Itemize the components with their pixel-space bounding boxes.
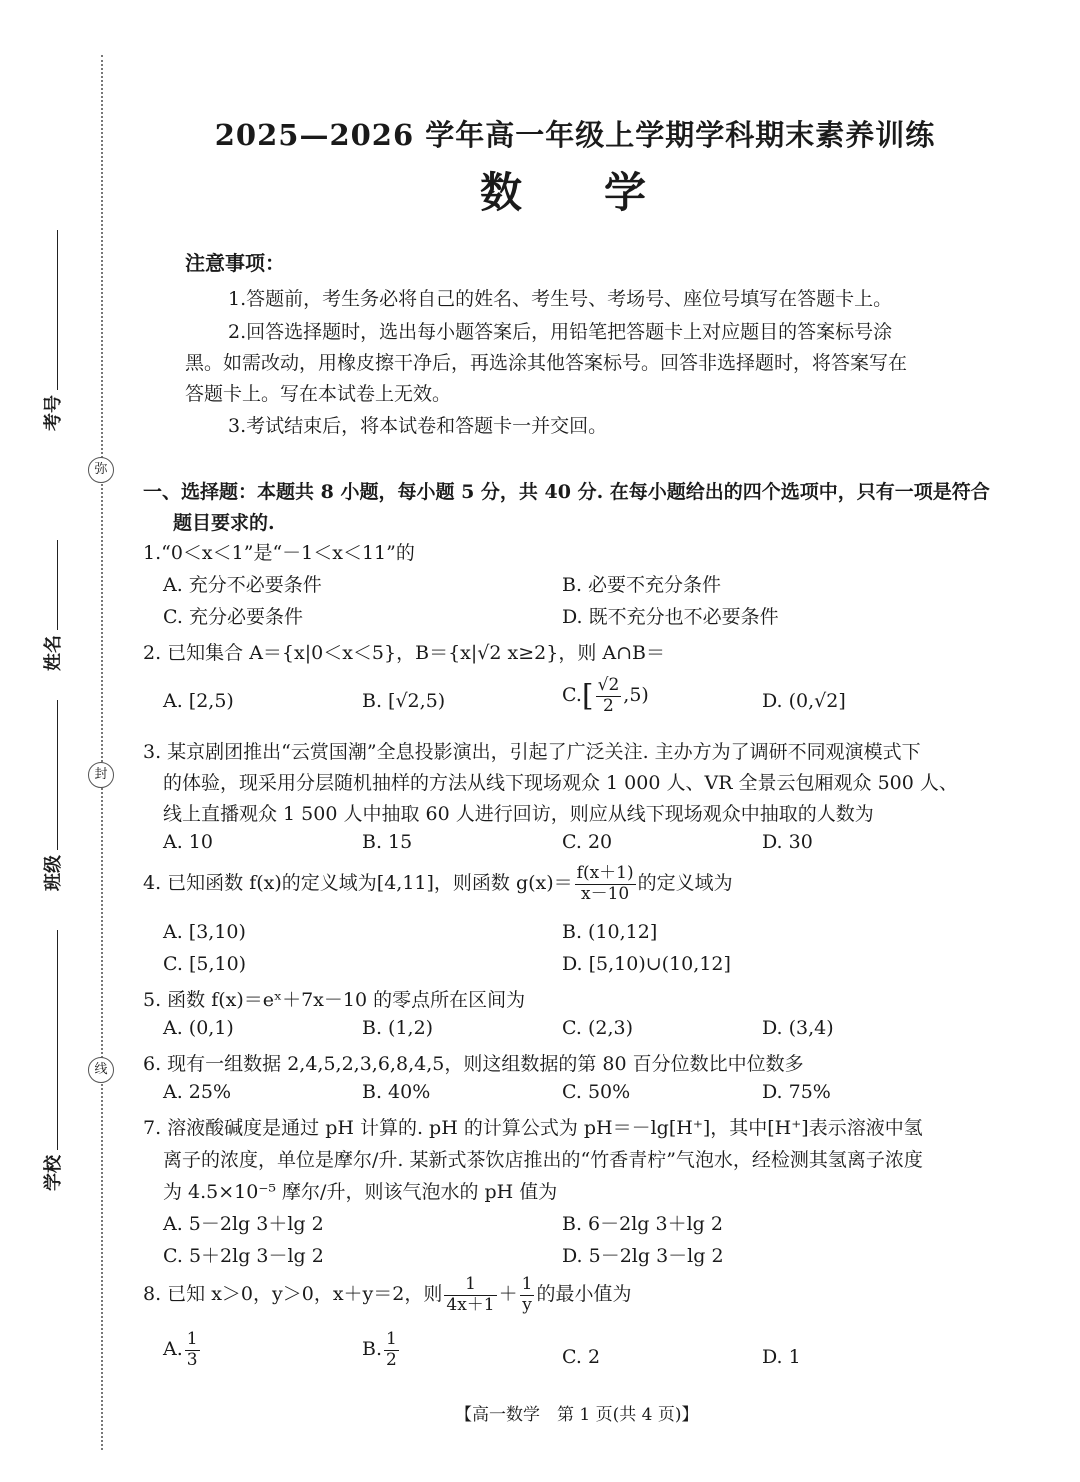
notice-item: 2.回答选择题时，选出每小题答案后，用铅笔把答题卡上对应题目的答案标号涂 [228,321,893,343]
binding-dotted-line [101,55,103,1450]
question-1-option-c: C. 充分必要条件 [163,606,303,628]
fraction-denominator: y [522,1294,532,1315]
class-label: 班级 [43,855,64,891]
question-5-option-d: D. (3,4) [762,1017,834,1039]
fraction-numerator: 1 [444,1275,496,1296]
section-heading: 一、选择题：本题共 8 小题，每小题 5 分，共 40 分. 在每小题给出的四个选项中，只有一项是符合 [143,481,990,503]
seal-char-mi: 弥 [88,457,114,483]
question-4-option-d: D. [5,10)∪(10,12] [562,953,731,975]
option-c-prefix: C. [562,684,582,707]
fraction [596,676,622,716]
question-8-option-b [362,1330,401,1370]
question-7-line: 为 4.5×10⁻⁵ 摩尔/升，则该气泡水的 pH 值为 [163,1181,558,1203]
option-prefix: A. [163,1338,183,1361]
fraction-numerator: √2 [597,675,620,695]
question-3-line: 的体验，现采用分层随机抽样的方法从线下现场观众 1 000 人、VR 全景云包厢观众 500 人、 [163,772,958,794]
question-7-line: 7. 溶液酸碱度是通过 pH 计算的. pH 的计算公式为 pH＝－lg[H⁺]，其中[H⁺]表示溶液中氢 [143,1117,923,1139]
question-6-option-c: C. 50% [562,1081,631,1103]
question-3-option-a: A. 10 [163,831,213,853]
fraction-denominator: x－10 [581,883,630,904]
question-6-option-d: D. 75% [762,1081,831,1103]
fraction [575,864,636,904]
fraction [444,1275,496,1315]
question-7-option-a: A. 5－2lg 3＋lg 2 [163,1213,324,1235]
question-3-option-c: C. 20 [562,831,613,853]
left-bracket: [ [581,678,594,714]
question-1-option-d: D. 既不充分也不必要条件 [562,606,779,628]
question-2-option-d: D. (0,√2] [762,690,846,712]
question-1-option-b: B. 必要不充分条件 [562,574,722,596]
question-3-option-d: D. 30 [762,831,813,853]
question-7-option-c: C. 5＋2lg 3－lg 2 [163,1245,324,1267]
question-4-option-b: B. (10,12] [562,921,658,943]
question-3-line: 3. 某京剧团推出“云赏国潮”全息投影演出，引起了广泛关注. 主办方为了调研不同观演模式下 [143,741,921,763]
question-8-stem-post: 的最小值为 [536,1283,632,1306]
notice-heading: 注意事项： [185,251,285,275]
notice-item: 3.考试结束后，将本试卷和答题卡一并交回。 [228,415,608,437]
page-footer: 【高一数学 第 1 页(共 4 页)】 [455,1405,699,1425]
question-7-option-d: D. 5－2lg 3－lg 2 [562,1245,724,1267]
fraction-numerator: 1 [386,1329,397,1349]
question-8-option-d: D. 1 [762,1346,801,1368]
seal-char-feng: 封 [88,762,114,788]
question-2-stem: 2. 已知集合 A＝{x|0＜x＜5}，B＝{x|√2 x≥2}，则 A∩B＝ [143,642,665,664]
notice-item: 黑。如需改动，用橡皮擦干净后，再选涂其他答案标号。回答非选择题时，将答案写在 [185,352,908,374]
option-c-suffix: ,5) [623,684,649,707]
fraction-numerator: 1 [186,1329,198,1349]
question-8-stem [143,1275,631,1315]
question-7-line: 离子的浓度，单位是摩尔/升. 某新式茶饮店推出的“竹香青柠”气泡水，经检测其氢离子浓度 [163,1149,923,1171]
question-1-stem: 1.“0＜x＜1”是“－1＜x＜11”的 [143,542,415,564]
question-4-stem-post: 的定义域为 [637,872,733,895]
subject-title: 数学 [480,168,729,217]
school-underline [57,930,58,1150]
fraction [185,1330,200,1370]
question-3-line: 线上直播观众 1 500 人中抽取 60 人进行回访，则应从线下现场观众中抽取的人数为 [163,803,874,825]
question-5-option-b: B. (1,2) [362,1017,434,1039]
question-6-option-b: B. 40% [362,1081,431,1103]
fraction-numerator: f(x＋1) [576,863,634,883]
question-2-option-b: B. [√2,5) [362,690,446,712]
question-8-option-c: C. 2 [562,1346,601,1368]
exam-number-label: 考号 [43,395,64,431]
seal-char-xian: 线 [88,1057,114,1083]
question-4-stem [143,864,733,904]
question-5-option-a: A. (0,1) [163,1017,234,1039]
question-2-option-a: A. [2,5) [163,690,234,712]
plus-sign: ＋ [498,1283,518,1306]
question-6-option-a: A. 25% [163,1081,232,1103]
exam-title: 2025—2026 学年高一年级上学期学科期末素养训练 [214,118,936,152]
notice-item: 1.答题前，考生务必将自己的姓名、考生号、考场号、座位号填写在答题卡上。 [228,288,893,310]
fraction-denominator: 3 [186,1349,198,1370]
option-prefix: B. [362,1338,383,1361]
fraction-denominator: 2 [603,695,614,716]
school-label: 学校 [43,1155,64,1191]
name-underline [57,540,58,630]
fraction [384,1330,399,1370]
question-8-option-a [163,1330,202,1370]
exam-number-underline [57,230,58,390]
fraction-denominator: 2 [386,1349,397,1370]
question-2-option-c [562,676,649,716]
section-heading-cont: 题目要求的. [173,512,275,534]
fraction [520,1275,535,1315]
question-1-option-a: A. 充分不必要条件 [163,574,322,596]
question-8-stem-pre: 8. 已知 x＞0，y＞0，x＋y＝2，则 [143,1283,443,1306]
question-5-stem: 5. 函数 f(x)＝eˣ＋7x－10 的零点所在区间为 [143,989,526,1011]
question-4-stem-pre: 4. 已知函数 f(x)的定义域为[4,11]，则函数 g(x)＝ [143,872,573,895]
question-5-option-c: C. (2,3) [562,1017,633,1039]
fraction-denominator: 4x＋1 [446,1294,495,1315]
name-label: 姓名 [43,635,64,671]
question-4-option-c: C. [5,10) [163,953,247,975]
notice-item: 答题卡上。写在本试卷上无效。 [185,383,452,405]
question-7-option-b: B. 6－2lg 3＋lg 2 [562,1213,723,1235]
fraction-numerator: 1 [521,1274,533,1294]
class-underline [57,700,58,850]
question-4-option-a: A. [3,10) [163,921,246,943]
question-3-option-b: B. 15 [362,831,413,853]
question-6-stem: 6. 现有一组数据 2,4,5,2,3,6,8,4,5，则这组数据的第 80 百分位数比中位数多 [143,1053,804,1075]
